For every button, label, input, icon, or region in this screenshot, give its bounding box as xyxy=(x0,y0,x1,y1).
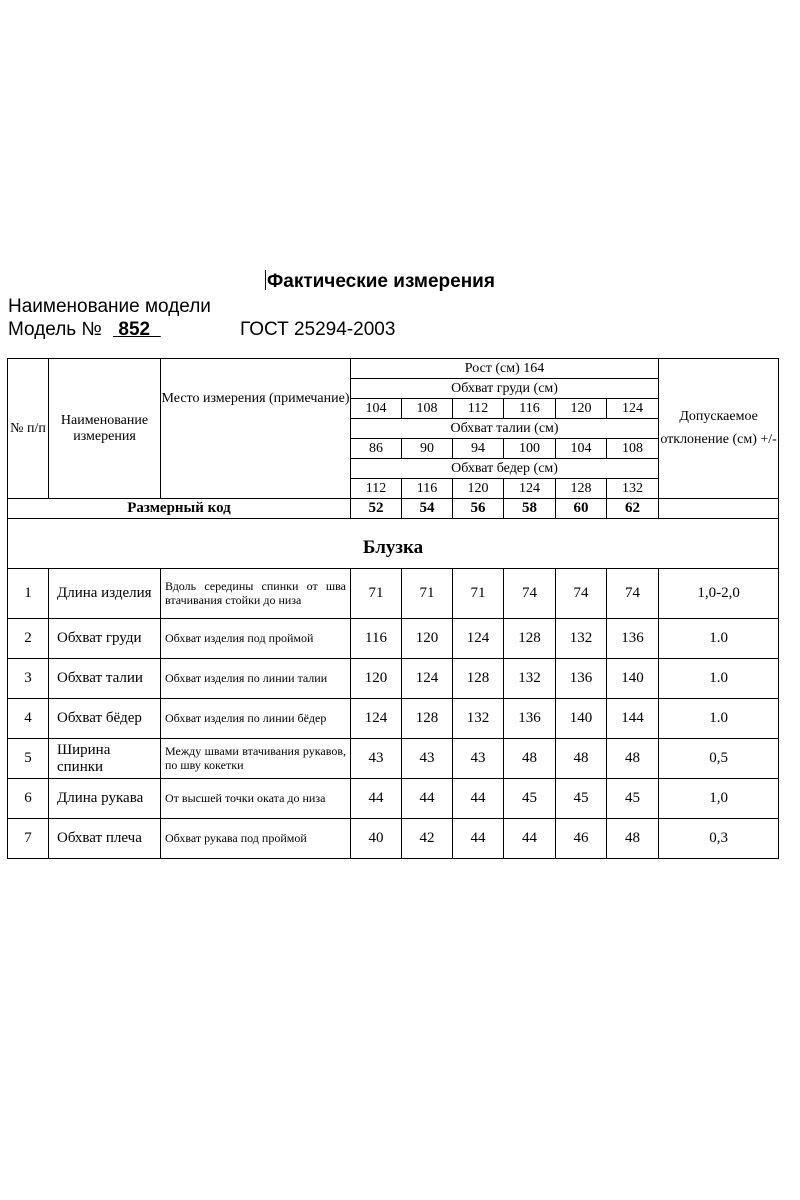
row-value: 120 xyxy=(351,659,402,699)
waist-values-3: 100 xyxy=(504,439,556,459)
table-row xyxy=(8,739,779,779)
row-value: 43 xyxy=(402,739,453,779)
size-codes-3: 58 xyxy=(504,499,556,519)
waist-values-5: 108 xyxy=(607,439,659,459)
row-value: 124 xyxy=(351,699,402,739)
row-number: 4 xyxy=(8,699,49,739)
waist-values-0: 86 xyxy=(351,439,402,459)
row-value: 71 xyxy=(453,569,504,619)
row-tolerance: 0,3 xyxy=(659,819,779,859)
table-row xyxy=(8,659,779,699)
row-number: 6 xyxy=(8,779,49,819)
waist-values-2: 94 xyxy=(453,439,504,459)
row-value: 48 xyxy=(556,739,607,779)
hips-values-5: 132 xyxy=(607,479,659,499)
hips-values-2: 120 xyxy=(453,479,504,499)
row-number: 2 xyxy=(8,619,49,659)
hips-values-3: 124 xyxy=(504,479,556,499)
row-value: 44 xyxy=(453,819,504,859)
row-name: Ширина спинки xyxy=(49,739,161,779)
row-value: 45 xyxy=(556,779,607,819)
row-value: 42 xyxy=(402,819,453,859)
row-value: 116 xyxy=(351,619,402,659)
row-value: 132 xyxy=(453,699,504,739)
size-codes-4: 60 xyxy=(556,499,607,519)
row-name: Обхват талии xyxy=(49,659,161,699)
row-value: 128 xyxy=(504,619,556,659)
row-value: 132 xyxy=(556,619,607,659)
row-name: Длина изделия xyxy=(49,569,161,619)
row-value: 74 xyxy=(607,569,659,619)
row-value: 74 xyxy=(556,569,607,619)
measurements-table xyxy=(7,358,779,859)
row-value: 48 xyxy=(607,819,659,859)
row-name: Обхват плеча xyxy=(49,819,161,859)
row-tolerance: 1,0 xyxy=(659,779,779,819)
table-row xyxy=(8,619,779,659)
row-place: Вдоль середины спинки от шва втачивания стойки до низа xyxy=(161,569,351,619)
row-value: 140 xyxy=(556,699,607,739)
table-row xyxy=(8,569,779,619)
row-value: 144 xyxy=(607,699,659,739)
model-label: Модель № xyxy=(8,319,102,340)
model-line xyxy=(8,319,788,341)
row-number: 1 xyxy=(8,569,49,619)
row-value: 40 xyxy=(351,819,402,859)
row-tolerance: 1.0 xyxy=(659,659,779,699)
row-name: Длина рукава xyxy=(49,779,161,819)
table-row xyxy=(8,819,779,859)
table-row xyxy=(8,699,779,739)
row-place: Обхват изделия по линии бёдер xyxy=(161,699,351,739)
col-header-name: Наименование измерения xyxy=(49,359,161,499)
chest-values-2: 112 xyxy=(453,399,504,419)
row-value: 44 xyxy=(504,819,556,859)
size-codes-2: 56 xyxy=(453,499,504,519)
row-value: 44 xyxy=(351,779,402,819)
row-place: Обхват изделия по линии талии xyxy=(161,659,351,699)
chest-values-3: 116 xyxy=(504,399,556,419)
size-codes-1: 54 xyxy=(402,499,453,519)
row-value: 43 xyxy=(453,739,504,779)
row-value: 48 xyxy=(504,739,556,779)
col-header-number: № п/п xyxy=(8,359,49,499)
height-label: Рост (см) 164 xyxy=(351,359,659,379)
row-place: Обхват рукава под проймой xyxy=(161,819,351,859)
row-value: 128 xyxy=(453,659,504,699)
row-value: 71 xyxy=(402,569,453,619)
waist-label: Обхват талии (см) xyxy=(351,419,659,439)
size-code-empty xyxy=(659,499,779,519)
table-row xyxy=(8,779,779,819)
row-value: 44 xyxy=(402,779,453,819)
row-number: 5 xyxy=(8,739,49,779)
row-value: 136 xyxy=(556,659,607,699)
chest-label: Обхват груди (см) xyxy=(351,379,659,399)
row-tolerance: 0,5 xyxy=(659,739,779,779)
row-value: 128 xyxy=(402,699,453,739)
size-code-label: Размерный код xyxy=(8,499,351,519)
row-value: 74 xyxy=(504,569,556,619)
row-tolerance: 1,0-2,0 xyxy=(659,569,779,619)
hips-values-0: 112 xyxy=(351,479,402,499)
page-title-text: Фактические измерения xyxy=(267,271,495,292)
waist-values-1: 90 xyxy=(402,439,453,459)
row-number: 3 xyxy=(8,659,49,699)
row-tolerance: 1.0 xyxy=(659,619,779,659)
hips-label: Обхват бедер (см) xyxy=(351,459,659,479)
row-value: 45 xyxy=(607,779,659,819)
chest-values-1: 108 xyxy=(402,399,453,419)
model-number: 852 xyxy=(118,319,151,340)
row-name: Обхват груди xyxy=(49,619,161,659)
row-value: 71 xyxy=(351,569,402,619)
waist-values-4: 104 xyxy=(556,439,607,459)
row-value: 136 xyxy=(607,619,659,659)
chest-values-4: 120 xyxy=(556,399,607,419)
row-value: 48 xyxy=(607,739,659,779)
gost-standard: ГОСТ 25294-2003 xyxy=(240,319,396,340)
row-value: 136 xyxy=(504,699,556,739)
col-header-place: Место измерения (примечание) xyxy=(161,359,351,499)
row-value: 46 xyxy=(556,819,607,859)
row-value: 124 xyxy=(402,659,453,699)
row-value: 120 xyxy=(402,619,453,659)
text-cursor xyxy=(265,270,266,290)
chest-values-0: 104 xyxy=(351,399,402,419)
model-name-label: Наименование модели xyxy=(8,296,211,317)
row-value: 140 xyxy=(607,659,659,699)
chest-values-5: 124 xyxy=(607,399,659,419)
col-header-tolerance: Допускаемое отклонение (см) +/- xyxy=(659,359,779,499)
row-value: 45 xyxy=(504,779,556,819)
section-title: Блузка xyxy=(8,519,779,569)
row-place: Между швами втачивания рукавов, по шву кокетки xyxy=(161,739,351,779)
row-tolerance: 1.0 xyxy=(659,699,779,739)
row-name: Обхват бёдер xyxy=(49,699,161,739)
row-value: 43 xyxy=(351,739,402,779)
row-number: 7 xyxy=(8,819,49,859)
row-value: 124 xyxy=(453,619,504,659)
page-title xyxy=(0,270,760,293)
size-codes-0: 52 xyxy=(351,499,402,519)
row-place: От высшей точки оката до низа xyxy=(161,779,351,819)
hips-values-4: 128 xyxy=(556,479,607,499)
row-value: 132 xyxy=(504,659,556,699)
row-place: Обхват изделия под проймой xyxy=(161,619,351,659)
size-codes-5: 62 xyxy=(607,499,659,519)
hips-values-1: 116 xyxy=(402,479,453,499)
row-value: 44 xyxy=(453,779,504,819)
